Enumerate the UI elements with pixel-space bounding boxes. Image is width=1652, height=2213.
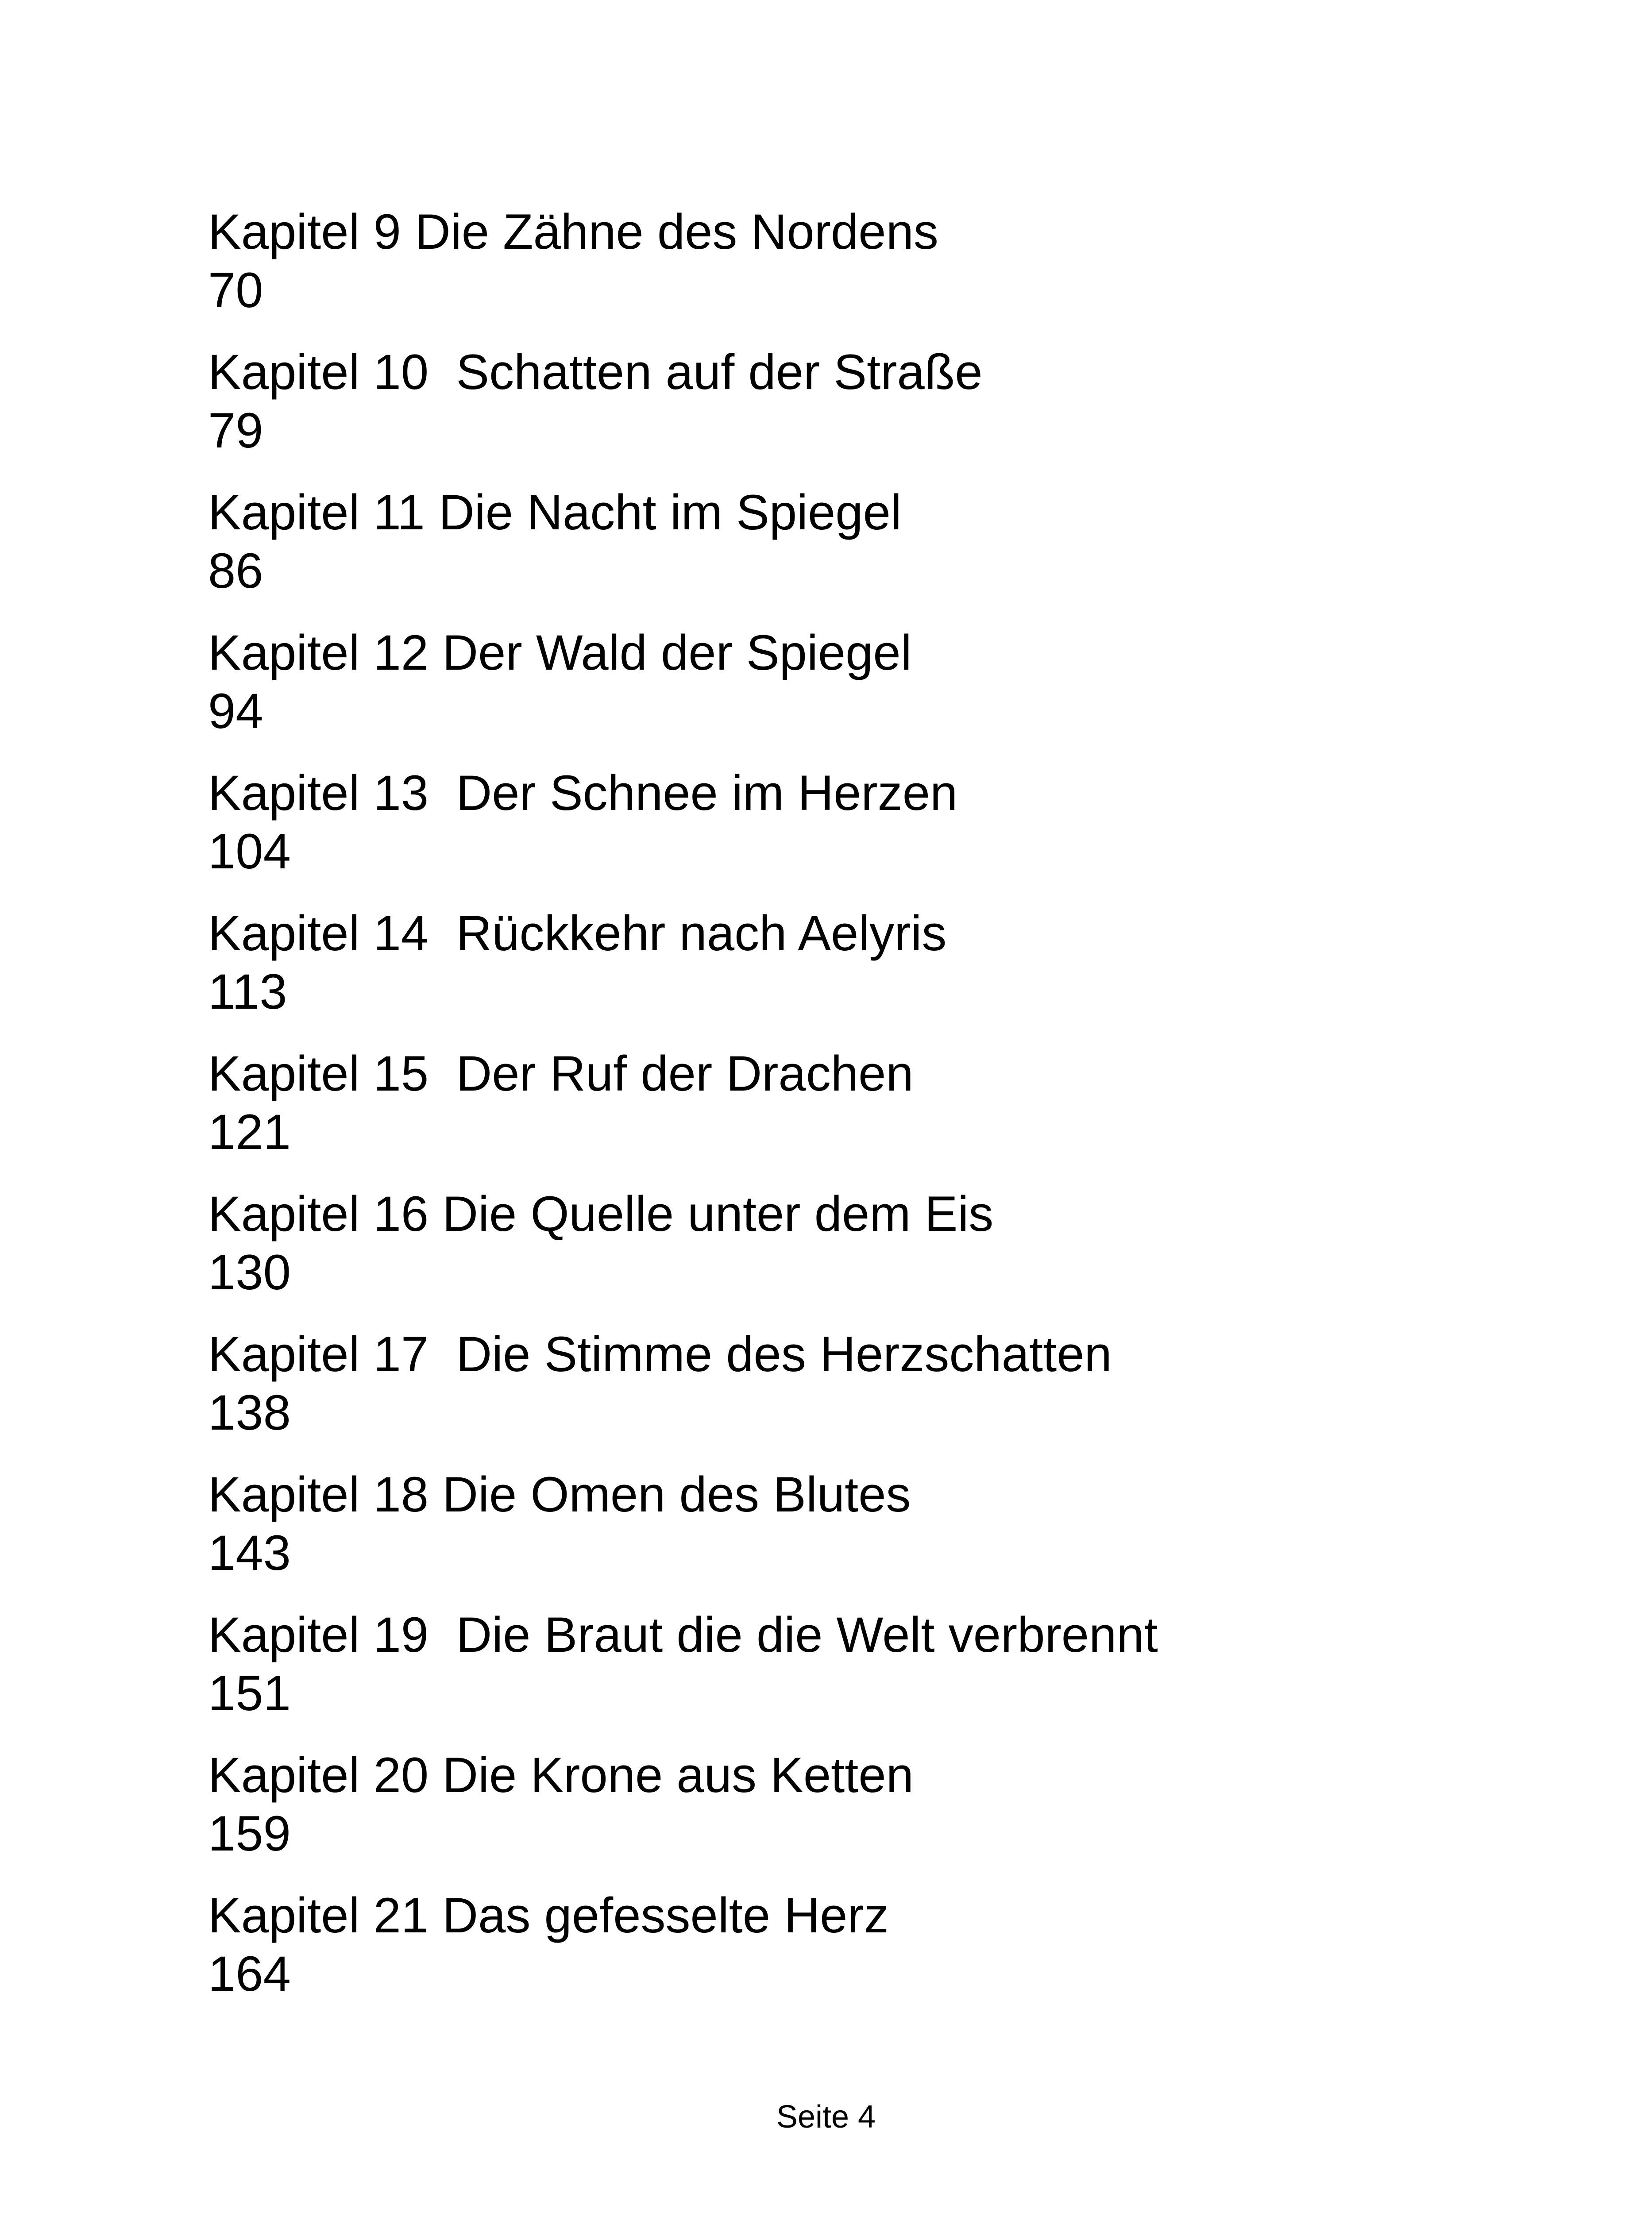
toc-entry-title: Kapitel 19 Die Braut die die Welt verbrennt — [208, 1607, 1158, 1662]
toc-entry-page: 104 — [208, 824, 291, 879]
toc-entry — [208, 1465, 1536, 1606]
toc-entry-title: Kapitel 14 Rückkehr nach Aelyris — [208, 906, 947, 961]
toc-entry — [208, 483, 1536, 624]
toc-entry-page: 164 — [208, 1946, 291, 2001]
toc-entry-page: 94 — [208, 683, 263, 739]
table-of-contents — [208, 203, 1536, 2027]
toc-entry-page: 70 — [208, 262, 263, 318]
toc-entry-page: 159 — [208, 1806, 291, 1861]
toc-entry-title: Kapitel 15 Der Ruf der Drachen — [208, 1046, 914, 1101]
toc-entry-page: 121 — [208, 1104, 291, 1160]
toc-entry-page: 138 — [208, 1385, 291, 1440]
toc-entry-page: 130 — [208, 1245, 291, 1300]
toc-entry-title: Kapitel 12 Der Wald der Spiegel — [208, 625, 912, 680]
toc-entry — [208, 904, 1536, 1045]
toc-entry-title: Kapitel 18 Die Omen des Blutes — [208, 1467, 911, 1522]
toc-entry-page: 143 — [208, 1525, 291, 1581]
toc-entry-page: 79 — [208, 403, 263, 458]
toc-entry — [208, 1325, 1536, 1465]
toc-entry-title: Kapitel 10 Schatten auf der Straße — [208, 344, 983, 400]
page-number-footer: Seite 4 — [776, 2099, 876, 2135]
toc-entry-title: Kapitel 13 Der Schnee im Herzen — [208, 765, 958, 821]
toc-entry-title: Kapitel 16 Die Quelle unter dem Eis — [208, 1186, 994, 1241]
toc-entry-page: 151 — [208, 1666, 291, 1721]
toc-entry-title: Kapitel 17 Die Stimme des Herzschatten — [208, 1326, 1112, 1382]
toc-entry-title: Kapitel 11 Die Nacht im Spiegel — [208, 485, 902, 540]
toc-entry — [208, 203, 1536, 343]
toc-entry — [208, 343, 1536, 483]
toc-entry-title: Kapitel 20 Die Krone aus Ketten — [208, 1747, 914, 1803]
toc-entry — [208, 624, 1536, 764]
toc-entry — [208, 1606, 1536, 1746]
toc-entry — [208, 1185, 1536, 1325]
toc-entry — [208, 1886, 1536, 2027]
toc-entry-title: Kapitel 9 Die Zähne des Nordens — [208, 204, 938, 259]
toc-entry — [208, 764, 1536, 904]
toc-entry-page: 113 — [208, 964, 287, 1019]
toc-entry — [208, 1746, 1536, 1886]
toc-entry — [208, 1045, 1536, 1185]
toc-entry-page: 86 — [208, 543, 263, 598]
toc-entry-title: Kapitel 21 Das gefesselte Herz — [208, 1888, 889, 1943]
